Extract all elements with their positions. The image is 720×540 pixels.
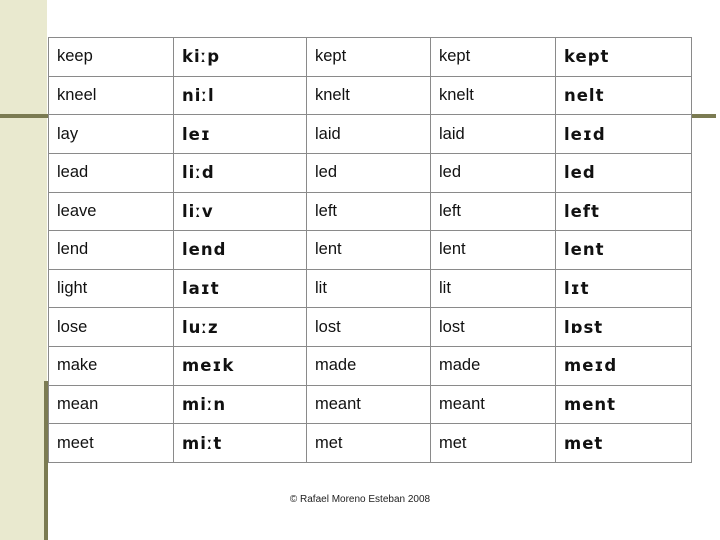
past-simple: lit [307,269,431,308]
base-form: leave [49,192,174,231]
past-pronunciation: meɪd [556,347,692,386]
side-bar-decoration [0,0,47,540]
base-form: lay [49,115,174,154]
base-pronunciation: laɪt [174,269,307,308]
base-pronunciation: miːn [174,385,307,424]
base-pronunciation: liːv [174,192,307,231]
past-pronunciation: lɒst [556,308,692,347]
past-pronunciation: lent [556,231,692,270]
base-pronunciation: kiːp [174,38,307,77]
past-pronunciation: met [556,424,692,463]
copyright-footer: © Rafael Moreno Esteban 2008 [289,494,431,505]
past-simple: kept [307,38,431,77]
past-simple: met [307,424,431,463]
past-participle: laid [431,115,556,154]
base-pronunciation: luːz [174,308,307,347]
base-form: make [49,347,174,386]
past-pronunciation: lɪt [556,269,692,308]
base-form: keep [49,38,174,77]
base-pronunciation: leɪ [174,115,307,154]
past-simple: led [307,153,431,192]
past-simple: left [307,192,431,231]
base-pronunciation: miːt [174,424,307,463]
table-row [49,424,692,463]
past-participle: lent [431,231,556,270]
past-simple: knelt [307,76,431,115]
base-form: mean [49,385,174,424]
past-simple: meant [307,385,431,424]
past-pronunciation: led [556,153,692,192]
table-row [49,192,692,231]
past-participle: met [431,424,556,463]
past-pronunciation: leɪd [556,115,692,154]
past-participle: meant [431,385,556,424]
past-simple: lent [307,231,431,270]
base-pronunciation: meɪk [174,347,307,386]
past-pronunciation: ment [556,385,692,424]
past-pronunciation: nelt [556,76,692,115]
base-form: lead [49,153,174,192]
base-form: lose [49,308,174,347]
past-participle: left [431,192,556,231]
irregular-verbs-table [48,37,692,463]
past-participle: lit [431,269,556,308]
base-pronunciation: lend [174,231,307,270]
past-participle: lost [431,308,556,347]
past-participle: made [431,347,556,386]
table-row [49,308,692,347]
base-form: kneel [49,76,174,115]
table-row [49,385,692,424]
past-simple: lost [307,308,431,347]
table-row [49,269,692,308]
table-row [49,115,692,154]
table-row [49,76,692,115]
past-pronunciation: left [556,192,692,231]
table-row [49,38,692,77]
base-pronunciation: liːd [174,153,307,192]
base-form: lend [49,231,174,270]
base-form: light [49,269,174,308]
base-pronunciation: niːl [174,76,307,115]
past-simple: made [307,347,431,386]
past-participle: led [431,153,556,192]
table-row [49,347,692,386]
past-participle: kept [431,38,556,77]
base-form: meet [49,424,174,463]
table-row [49,153,692,192]
past-participle: knelt [431,76,556,115]
past-pronunciation: kept [556,38,692,77]
table-row [49,231,692,270]
past-simple: laid [307,115,431,154]
